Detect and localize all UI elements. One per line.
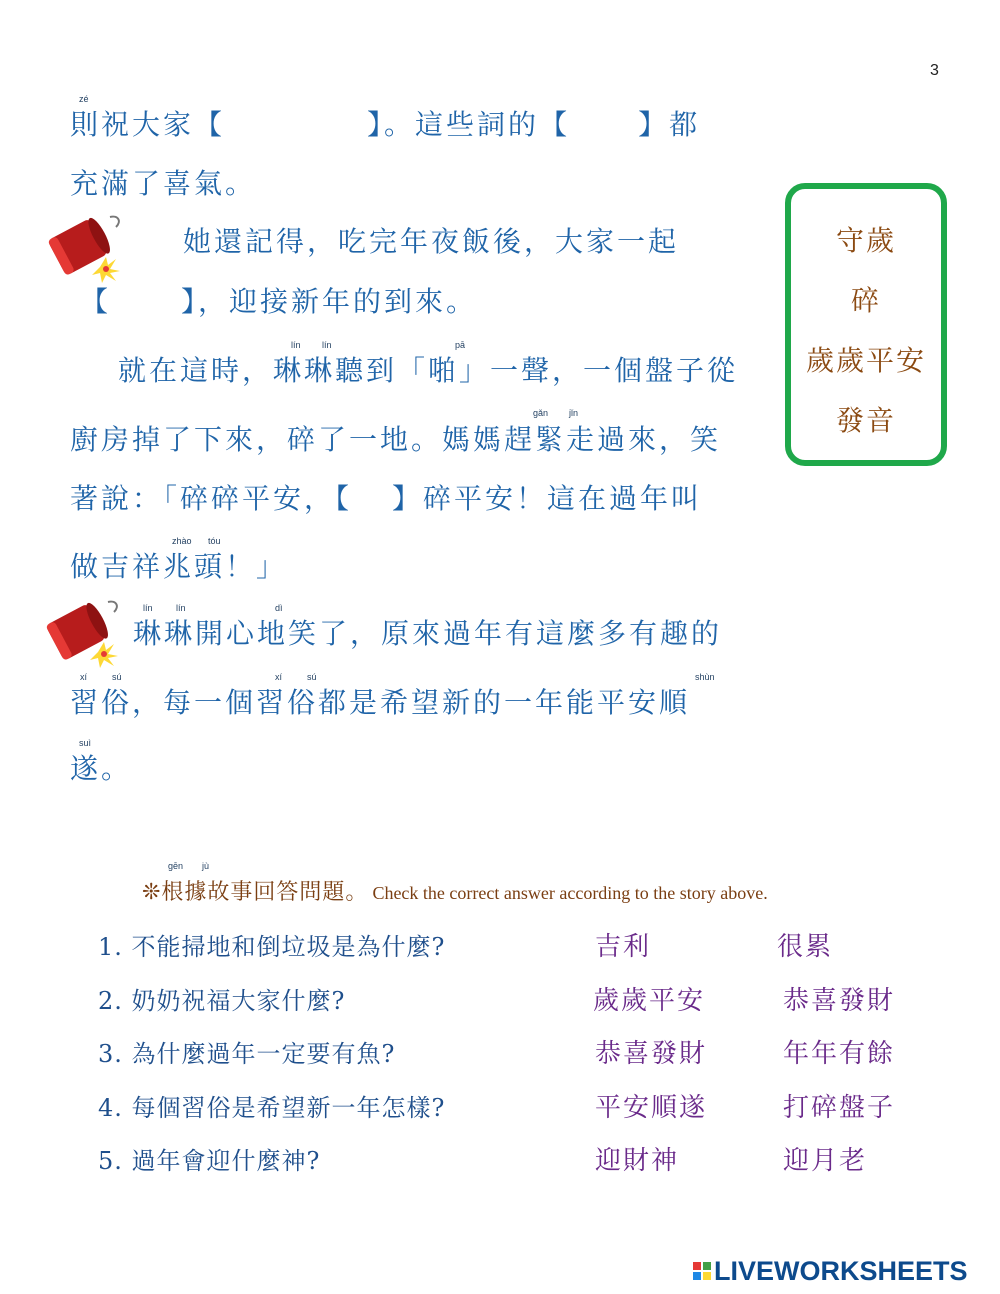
- answer-option[interactable]: 迎財神: [595, 1146, 680, 1176]
- pinyin-pa: pā: [455, 340, 466, 350]
- story-text: ，迎接新年的到來。: [198, 285, 478, 318]
- question-5: [98, 1141, 320, 1176]
- pinyin-jin: jǐn: [569, 408, 579, 418]
- bracket-close: 】: [181, 285, 199, 318]
- question-number: 3.: [98, 1040, 123, 1068]
- pinyin-gan: gǎn: [533, 408, 549, 418]
- word-bank-item[interactable]: 發音: [835, 404, 896, 437]
- story-text: 著說：「碎碎平安，: [70, 482, 336, 515]
- word-bank-item[interactable]: 碎: [850, 284, 881, 317]
- pinyin-tou: tóu: [208, 536, 221, 546]
- answer-option[interactable]: 迎月老: [783, 1146, 868, 1176]
- pinyin-shun: shùn: [695, 672, 715, 682]
- pinyin-su: sú: [112, 672, 122, 682]
- bracket-close: 】: [392, 482, 424, 515]
- question-text: 奶奶祝福大家什麼?: [131, 987, 346, 1015]
- page-number: 3: [930, 62, 939, 79]
- liveworksheets-logo: [693, 1255, 968, 1287]
- story-text: 都: [669, 108, 701, 141]
- pinyin-ju: jù: [202, 861, 210, 871]
- pinyin-zhao: zhào: [172, 536, 192, 546]
- bracket-open: 【: [335, 482, 353, 515]
- pinyin-sui: suì: [79, 738, 92, 748]
- story-line-7: [70, 482, 702, 516]
- story-line-10: 習俗，每一個習俗都是希望新的一年能平安順: [70, 686, 691, 719]
- pinyin-xi: xí: [275, 672, 283, 682]
- pinyin-ze: zé: [79, 94, 89, 104]
- pinyin-xi: xí: [80, 672, 88, 682]
- story-line-4: [80, 285, 477, 319]
- question-text: 為什麼過年一定要有魚?: [131, 1040, 396, 1068]
- instruction-zh: ❊根據故事回答問題。: [142, 880, 369, 905]
- story-text: 碎平安！這在過年叫: [423, 482, 703, 515]
- answer-option[interactable]: 年年有餘: [783, 1039, 896, 1069]
- question-number: 4.: [98, 1094, 123, 1122]
- story-line-9: 琳琳開心地笑了，原來過年有這麼多有趣的: [133, 617, 723, 650]
- question-1: [98, 927, 445, 962]
- question-4: [98, 1088, 445, 1123]
- question-2: [98, 981, 345, 1016]
- answer-option[interactable]: 恭喜發財: [595, 1039, 708, 1069]
- pinyin-lin: lín: [143, 603, 153, 613]
- instruction: [142, 875, 768, 906]
- answer-option[interactable]: 打碎盤子: [783, 1093, 896, 1123]
- story-line-1: [70, 108, 700, 142]
- firecracker-icon: [38, 590, 128, 670]
- pinyin-di: dì: [275, 603, 283, 613]
- answer-option[interactable]: 吉利: [595, 932, 652, 962]
- story-line-2: 充滿了喜氣。: [70, 167, 257, 200]
- question-3: [98, 1034, 395, 1069]
- story-text: 則祝大家: [70, 108, 195, 141]
- story-line-3: 她還記得，吃完年夜飯後，大家一起: [183, 225, 680, 258]
- firecracker-icon: [40, 205, 130, 285]
- pinyin-lin: lín: [176, 603, 186, 613]
- story-line-5: 就在這時，琳琳聽到「啪」一聲，一個盤子從: [118, 354, 739, 387]
- bracket-open: 【: [194, 108, 226, 141]
- pinyin-lin: lín: [291, 340, 301, 350]
- word-bank-item[interactable]: 守歲: [835, 224, 896, 257]
- question-number: 5.: [98, 1147, 123, 1175]
- story-line-8: 做吉祥兆頭！」: [70, 550, 288, 583]
- logo-text: LIVEWORKSHEETS: [714, 1255, 968, 1286]
- question-text: 每個習俗是希望新一年怎樣?: [131, 1094, 446, 1122]
- word-bank-item[interactable]: 歲歲平安: [805, 344, 926, 377]
- bracket-close: 】: [638, 108, 670, 141]
- logo-mark-icon: [693, 1262, 711, 1280]
- story-line-11: 遂。: [70, 752, 133, 785]
- pinyin-lin: lín: [322, 340, 332, 350]
- question-number: 2.: [98, 987, 123, 1015]
- question-text: 不能掃地和倒垃圾是為什麼?: [131, 933, 446, 961]
- answer-option[interactable]: 很累: [777, 932, 834, 962]
- story-line-6: 廚房掉了下來，碎了一地。媽媽趕緊走過來，笑: [70, 423, 722, 456]
- word-bank: [785, 183, 947, 466]
- pinyin-gen: gēn: [168, 861, 184, 871]
- question-number: 1.: [98, 933, 123, 961]
- question-text: 過年會迎什麼神?: [131, 1147, 321, 1175]
- instruction-en: Check the correct answer according to the story above.: [372, 883, 768, 903]
- bracket-open: 【: [80, 285, 112, 318]
- answer-option[interactable]: 平安順遂: [595, 1093, 708, 1123]
- story-text: 。這些詞的: [384, 108, 540, 141]
- answer-option[interactable]: 歲歲平安: [593, 986, 706, 1016]
- pinyin-su: sú: [307, 672, 317, 682]
- bracket-close: 】: [367, 108, 385, 141]
- answer-option[interactable]: 恭喜發財: [783, 986, 896, 1016]
- bracket-open: 【: [539, 108, 571, 141]
